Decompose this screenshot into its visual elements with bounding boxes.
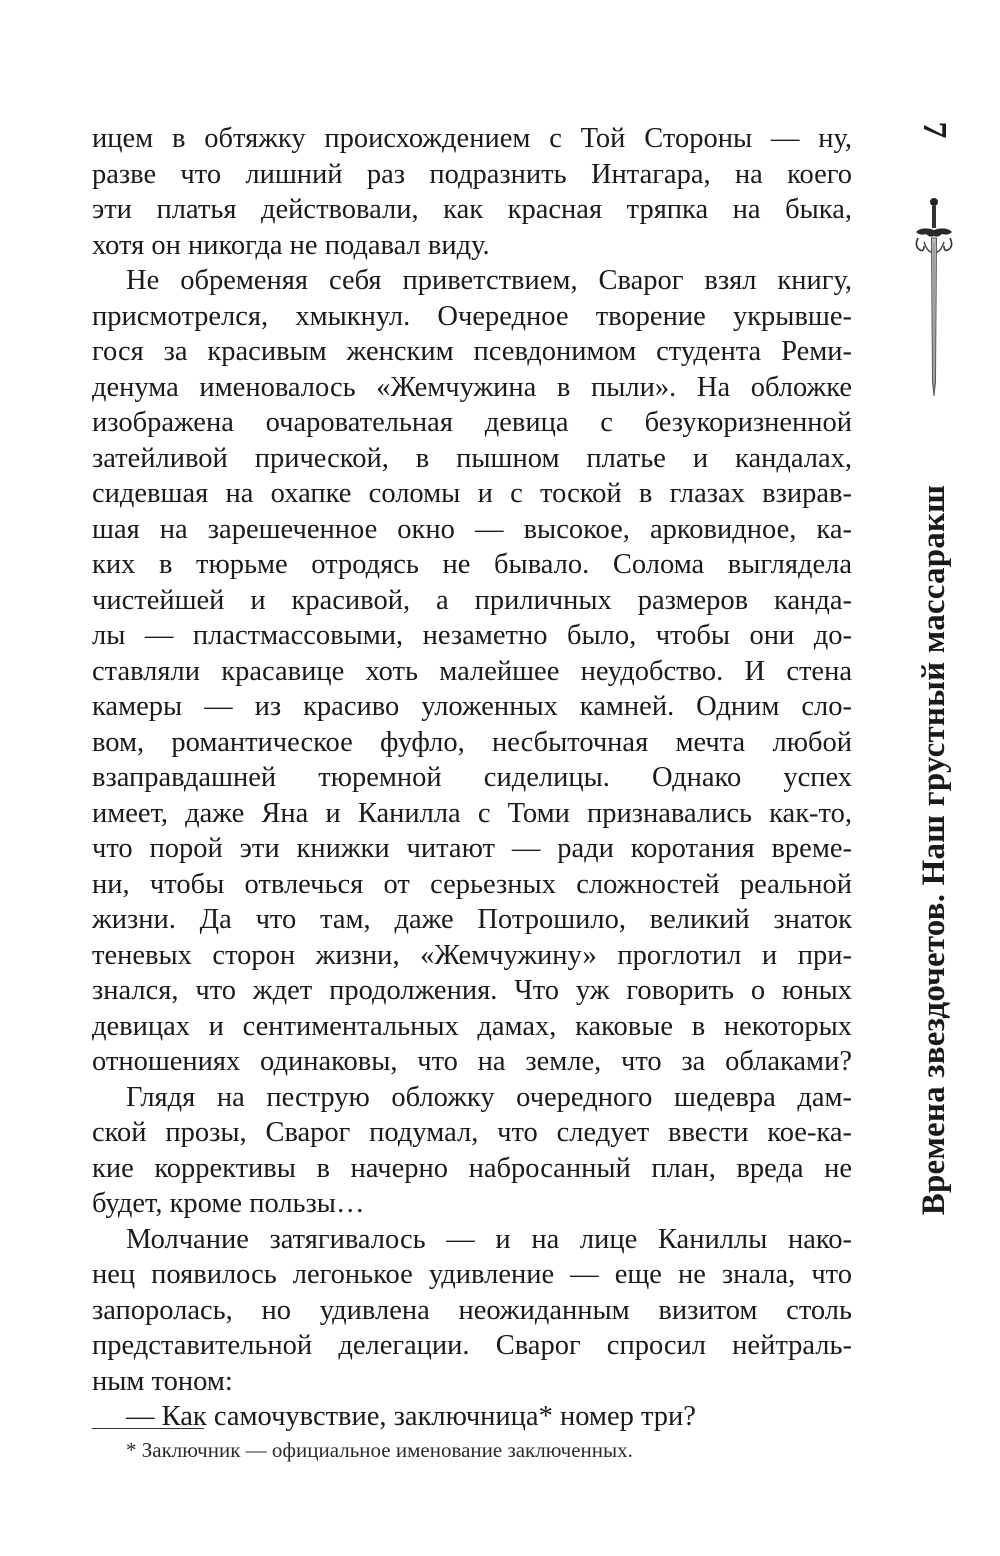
running-title: Времена звездочетов. Наш грустный массаракш <box>915 484 952 1216</box>
text-line: что порой эти книжки читают — ради коротания време- <box>92 833 852 864</box>
text-line: взаправдашней тюремной сиделицы. Однако успех <box>92 762 852 793</box>
text-line: нец появилось легонькое удивление — еще не знала, что <box>92 1259 852 1290</box>
text-line: шая на зарешеченное окно — высокое, арковидное, ка- <box>92 513 852 545</box>
text-line: Глядя на пеструю обложку очередного шедевра дам- <box>126 1081 852 1113</box>
text-line: ской прозы, Сварог подумал, что следует ввести кое-ка- <box>92 1117 852 1148</box>
text-line: Молчание затягивалось — и на лице Каниллы нако- <box>126 1223 852 1255</box>
text-line: лы — пластмассовыми, незаметно было, чтобы они до- <box>92 620 852 651</box>
text-line: — Как самочувствие, заключница* номер три? <box>126 1401 696 1432</box>
text-line: эти платья действовали, как красная тряпка на быка, <box>92 194 852 225</box>
paragraph-2 <box>92 263 852 1080</box>
text-line: изображена очаровательная девица с безукоризненной <box>92 407 852 438</box>
text-line: сидевшая на охапке соломы и с тоской в глазах взирав- <box>92 478 852 509</box>
text-line: ни, чтобы отвлечься от серьезных сложностей реальной <box>92 868 852 900</box>
text-line: присмотрелся, хмыкнул. Очередное творение укрывше- <box>92 300 852 332</box>
paragraph-5 <box>92 1399 852 1435</box>
text-line: девицах и сентиментальных дамах, каковые в некоторых <box>92 1010 852 1042</box>
page-sidebar <box>904 100 964 1440</box>
text-line: Не обременяя себя приветствием, Сварог взял книгу, <box>126 265 852 296</box>
text-line: теневых сторон жизни, «Жемчужину» проглотил и при- <box>92 939 852 971</box>
text-line: отношениях одинаковы, что на земле, что за облаками? <box>92 1046 852 1077</box>
text-line: вом, романтическое фуфло, несбыточная мечта любой <box>92 726 852 758</box>
text-line: будет, кроме пользы… <box>92 1188 365 1219</box>
text-line: затейливой прической, в пышном платье и кандалах, <box>92 442 852 474</box>
text-line: денума именовалось «Жемчужина в пыли». На обложке <box>92 371 852 403</box>
main-text <box>92 121 852 1435</box>
text-line: имеет, даже Яна и Канилла с Томи признавались как-то, <box>92 797 852 829</box>
text-line: запоролась, но удивлена неожиданным визитом столь <box>92 1294 852 1326</box>
text-line: разве что лишний раз подразнить Интагара, на коего <box>92 158 852 190</box>
text-line: чистейшей и красивой, а приличных размеров канда- <box>92 584 852 616</box>
text-line: ным тоном: <box>92 1365 233 1397</box>
page-number: 7 <box>916 121 953 139</box>
text-line: камеры — из красиво уложенных камней. Одним сло- <box>92 691 852 722</box>
footnote-divider <box>92 1428 204 1429</box>
paragraph-4 <box>92 1222 852 1400</box>
text-line: жизни. Да что там, даже Потрошило, великий знаток <box>92 904 852 935</box>
text-line: ставляли красавице хоть малейшее неудобство. И стена <box>92 655 852 687</box>
text-line: гося за красивым женским псевдонимом студента Реми- <box>92 336 852 367</box>
footnote: * Заключник — официальное именование заключенных. <box>126 1438 633 1462</box>
paragraph-1 <box>92 121 852 263</box>
text-line: знался, что ждет продолжения. Что уж говорить о юных <box>92 975 852 1006</box>
text-line: ких в тюрьме отродясь не бывало. Солома выглядела <box>92 549 852 580</box>
text-line: хотя он никогда не подавал виду. <box>92 229 490 261</box>
text-line: представительной делегации. Сварог спросил нейтраль- <box>92 1330 852 1361</box>
text-line: кие коррективы в начерно набросанный план, вреда не <box>92 1152 852 1184</box>
paragraph-3 <box>92 1080 852 1222</box>
text-line: ицем в обтяжку происхождением с Той Стороны — ну, <box>92 123 852 154</box>
